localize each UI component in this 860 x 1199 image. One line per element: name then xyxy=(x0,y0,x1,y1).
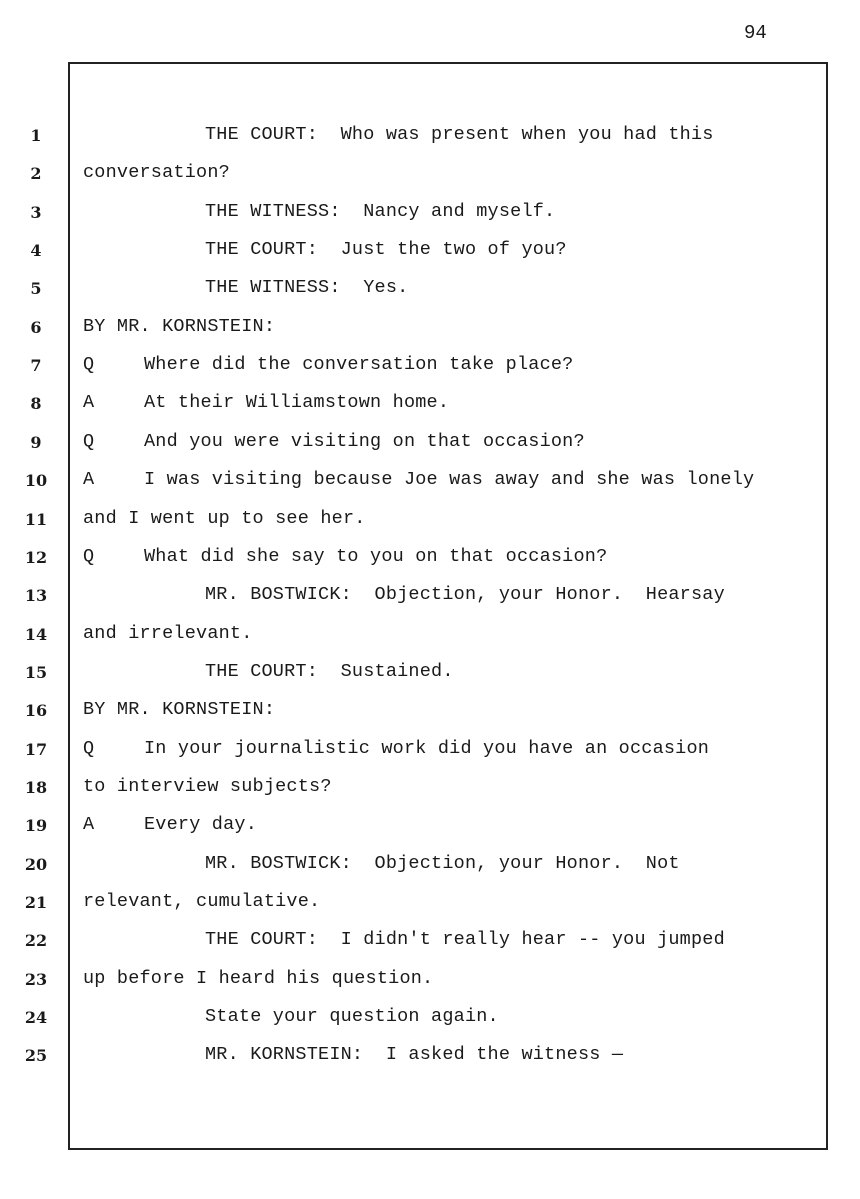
line-text: THE COURT: Just the two of you? xyxy=(205,239,567,261)
line-text: up before I heard his question. xyxy=(83,967,434,989)
transcript-line xyxy=(0,1044,860,1074)
transcript-line xyxy=(0,699,860,729)
line-number: 7 xyxy=(30,356,42,376)
line-number: 14 xyxy=(24,624,48,644)
line-number: 21 xyxy=(24,893,48,912)
line-text: conversation? xyxy=(83,162,230,184)
line-number: 24 xyxy=(24,1008,48,1028)
qa-label: A xyxy=(83,392,95,414)
line-text: and irrelevant. xyxy=(83,622,253,644)
line-text: to interview subjects? xyxy=(83,775,332,797)
line-text: In your journalistic work did you have an occasion xyxy=(144,737,710,759)
line-text: What did she say to you on that occasion? xyxy=(144,545,608,567)
line-number: 3 xyxy=(30,202,42,222)
line-text: THE WITNESS: Nancy and myself. xyxy=(205,200,556,222)
line-text: THE COURT: Sustained. xyxy=(205,660,454,682)
line-number: 10 xyxy=(24,471,48,491)
transcript-line xyxy=(0,738,860,768)
line-text: At their Williamstown home. xyxy=(144,392,450,414)
line-number: 25 xyxy=(24,1046,48,1066)
line-number: 16 xyxy=(24,701,48,721)
line-text: BY MR. KORNSTEIN: xyxy=(83,315,276,337)
line-number: 20 xyxy=(24,854,48,874)
transcript-line xyxy=(0,929,860,959)
line-number: 6 xyxy=(30,317,42,337)
line-text: State your question again. xyxy=(205,1006,499,1028)
line-number: 9 xyxy=(30,432,42,452)
transcript-line xyxy=(0,431,860,461)
line-text: BY MR. KORNSTEIN: xyxy=(83,699,276,721)
line-number: 18 xyxy=(24,777,48,797)
line-number: 1 xyxy=(30,126,42,145)
line-number: 23 xyxy=(24,969,48,989)
transcript-line xyxy=(0,776,860,806)
transcript-line xyxy=(0,508,860,538)
transcript-line xyxy=(0,277,860,307)
line-text: and I went up to see her. xyxy=(83,507,366,529)
line-text: And you were visiting on that occasion? xyxy=(144,430,585,452)
qa-label: Q xyxy=(83,354,95,376)
line-number: 11 xyxy=(24,509,48,529)
line-number: 4 xyxy=(30,241,42,261)
qa-label: Q xyxy=(83,545,95,567)
line-number: 12 xyxy=(24,547,48,567)
line-number: 2 xyxy=(30,164,42,184)
transcript-line xyxy=(0,546,860,576)
transcript-line xyxy=(0,201,860,231)
transcript-line xyxy=(0,661,860,691)
transcript-line xyxy=(0,469,860,499)
line-number: 8 xyxy=(30,394,42,414)
transcript-line xyxy=(0,162,860,192)
transcript-line xyxy=(0,354,860,384)
transcript-line xyxy=(0,124,860,154)
qa-label: A xyxy=(83,814,95,836)
qa-label: Q xyxy=(83,737,95,759)
qa-label: A xyxy=(83,469,95,491)
line-text: MR. BOSTWICK: Objection, your Honor. Not xyxy=(205,852,680,874)
transcript-line xyxy=(0,853,860,883)
line-number: 22 xyxy=(24,931,48,951)
transcript-line xyxy=(0,891,860,921)
line-number: 5 xyxy=(30,279,42,299)
transcript-line xyxy=(0,316,860,346)
transcript-line xyxy=(0,239,860,269)
line-text: THE WITNESS: Yes. xyxy=(205,277,409,299)
qa-label: Q xyxy=(83,430,95,452)
line-number: 17 xyxy=(24,739,48,759)
transcript-line xyxy=(0,623,860,653)
transcript-line xyxy=(0,392,860,422)
line-text: I was visiting because Joe was away and she was lonely xyxy=(144,469,755,491)
transcript-line xyxy=(0,968,860,998)
transcript-line xyxy=(0,814,860,844)
line-text: THE COURT: Who was present when you had this xyxy=(205,124,714,145)
line-text: relevant, cumulative. xyxy=(83,891,321,912)
transcript-line xyxy=(0,584,860,614)
line-text: MR. KORNSTEIN: I asked the witness — xyxy=(205,1044,624,1066)
line-text: Every day. xyxy=(144,814,258,836)
line-number: 13 xyxy=(24,586,48,606)
line-text: THE COURT: I didn't really hear -- you jumped xyxy=(205,929,725,951)
line-number: 15 xyxy=(24,662,48,682)
line-text: Where did the conversation take place? xyxy=(144,354,574,376)
page-number: 94 xyxy=(744,22,767,44)
transcript-line xyxy=(0,1006,860,1036)
line-text: MR. BOSTWICK: Objection, your Honor. Hearsay xyxy=(205,584,725,606)
line-number: 19 xyxy=(24,816,48,836)
